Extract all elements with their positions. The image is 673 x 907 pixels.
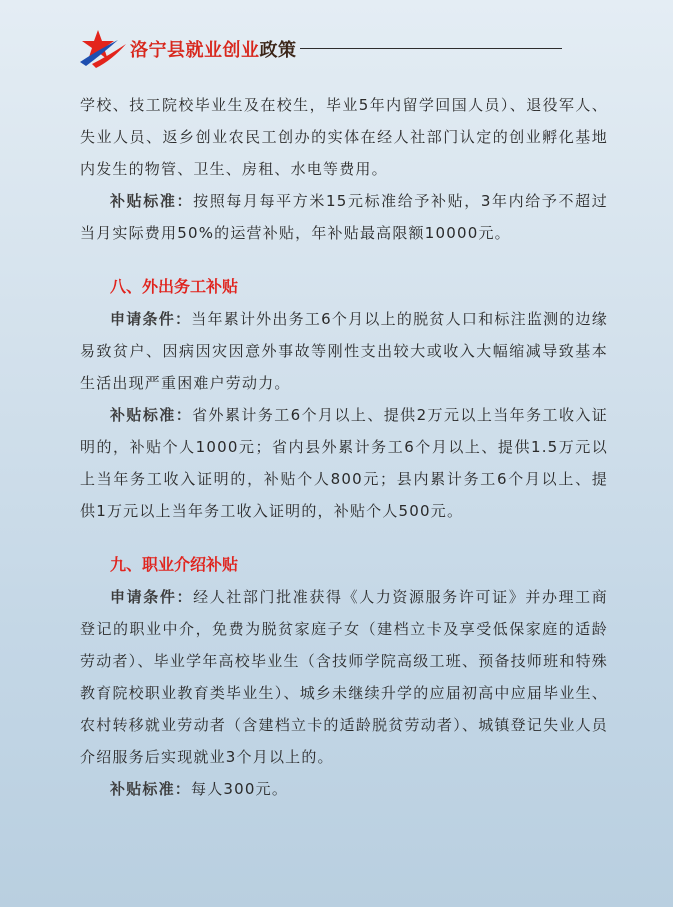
condition-text: 经人社部门批准获得《人力资源服务许可证》并办理工商登记的职业中介，免费为脱贫家庭子女（建档立卡及享受低保家庭的适龄劳动者）、毕业学年高校毕业生（含技师学院高级工班、预备技师班和特殊教育院校职业教育类毕业生）、城乡未继续升学的应届初高中应届毕业生、农村转移就业劳动者（含建档立卡的适龄脱贫劳动者）、城镇登记失业人员介绍服务后实现就业3个月以上的。 bbox=[80, 588, 608, 766]
subsidy-label: 补贴标准： bbox=[110, 406, 193, 424]
condition-label: 申请条件： bbox=[110, 310, 192, 328]
header-divider bbox=[300, 48, 562, 49]
intro-paragraph: 学校、技工院校毕业生及在校生，毕业5年内留学回国人员）、退役军人、失业人员、返乡创业农民工创办的实体在经人社部门认定的创业孵化基地内发生的物管、卫生、房租、水电等费用。 bbox=[80, 96, 608, 178]
subsidy-text: 每人300元。 bbox=[191, 780, 289, 798]
page-title-red: 洛宁县就业创业 bbox=[130, 40, 260, 61]
page-title-dark: 政策 bbox=[259, 40, 297, 61]
condition-label: 申请条件： bbox=[110, 588, 194, 606]
section-8-condition bbox=[80, 303, 608, 399]
document-body bbox=[80, 89, 608, 805]
subsidy-text: 按照每月每平方米15元标准给予补贴，3年内给予不超过当月实际费用50%的运营补贴，年补贴最高限额10000元。 bbox=[80, 192, 608, 242]
section-9-title: 九、职业介绍补贴 bbox=[110, 555, 239, 574]
subsidy-text: 省外累计务工6个月以上、提供2万元以上当年务工收入证明的，补贴个人1000元；省内县外累计务工6个月以上、提供1.5万元以上当年务工收入证明的，补贴个人800元；县内累计务工6个月以上、提供1万元以上当年务工收入证明的，补贴个人500元。 bbox=[80, 406, 608, 520]
subsidy-label: 补贴标准： bbox=[110, 192, 194, 210]
condition-text: 当年累计外出务工6个月以上的脱贫人口和标注监测的边缘易致贫户、因病因灾因意外事故等刚性支出较大或收入大幅缩减导致基本生活出现严重困难户劳动力。 bbox=[80, 310, 608, 392]
page-header bbox=[78, 28, 578, 68]
section-8-title: 八、外出务工补贴 bbox=[110, 277, 239, 296]
section-9-condition bbox=[80, 581, 608, 773]
subsidy-label: 补贴标准： bbox=[110, 780, 192, 798]
page-title bbox=[130, 36, 297, 62]
star-swoosh-logo-icon bbox=[78, 28, 130, 68]
section-9-subsidy bbox=[80, 773, 608, 805]
intro-subsidy-paragraph bbox=[80, 185, 608, 249]
section-8-subsidy bbox=[80, 399, 608, 527]
